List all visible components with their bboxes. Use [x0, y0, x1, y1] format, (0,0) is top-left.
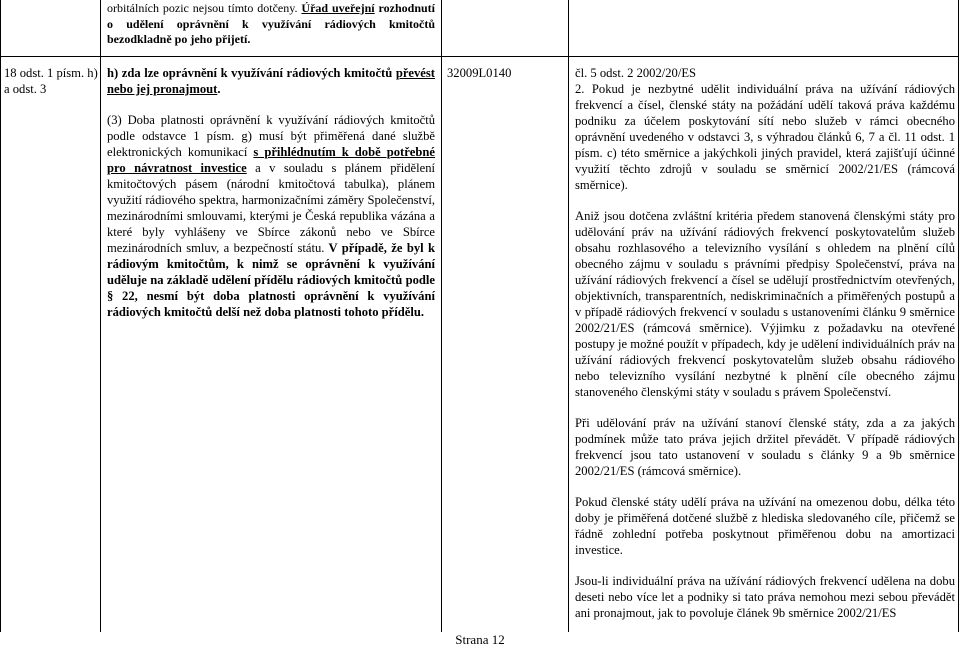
law-reference: 18 odst. 1 písm. h) a odst. 3 [4, 66, 98, 96]
top-row-law-cell [107, 1, 435, 48]
law-text-cell [107, 65, 435, 320]
celex-cell [447, 65, 565, 81]
spacer [575, 558, 955, 573]
spacer [575, 400, 955, 415]
directive-paragraph-3: Při udělování práv na užívání stanoví členské státy, zda a za jakých podmínek může tato práva jejich držitel převádět. V případě rádiových frekvencí jsou tato ustanovení v souladu s články 9 a 9b směrnice 2002/21/ES (rámcová směrnice). [575, 416, 955, 478]
column-divider-1 [100, 0, 101, 632]
column-divider-3 [568, 0, 569, 632]
paragraph-3-underlined: s přihlédnutím k době potřebné pro návratnost investice [107, 145, 435, 175]
table-border-left [0, 0, 1, 632]
paragraph-3 [107, 112, 435, 320]
reference-cell [4, 65, 98, 97]
spacer [575, 193, 955, 208]
column-divider-2 [441, 0, 442, 632]
directive-paragraph-5: Jsou-li individuální práva na užívání rádiových frekvencí udělena na dobu deseti nebo více let a podniky si tato práva nemohou mezi sebou převádět ani pronajmout, jak to povoluje článek 9b směrnice 2002/21/ES [575, 574, 955, 620]
directive-paragraph-1: 2. Pokud je nezbytné udělit individuální práva na užívání rádiových frekvencí a čísel, členské státy na požádání udělí taková práva každému podniku za účelem poskytování sítí nebo služeb v rámci obecného oprávnění uvedeného v odstavci 3, s výhradou článků 6, 7 a čl. 11 odst. 1 písm. c) této směrnice a jakýchkoli jiných pravidel, která zajišťují účinné využití těchto zdrojů v souladu se směrnicí 2002/21/ES (rámcová směrnice). [575, 82, 955, 192]
directive-text-cell [575, 65, 955, 621]
paragraph-3-text: a v souladu s plánem přidělení kmitočtových pásem (národní kmitočtová tabulka), plánem využití rádiového spektra, harmonizačními záměry Společenství, mezinárodními smlouvami, kterými je Česká republika vázána a které byly vyhlášeny ve Sbírce zákonů nebo ve Sbírce mezinárodních smluv, a bezpečností státu. [107, 161, 436, 255]
clause-h-end: . [217, 82, 221, 96]
top-row-paragraph [107, 1, 435, 48]
table-border-right [958, 0, 959, 632]
paragraph-3-intro: (3) Doba platnosti oprávnění k využívání rádiových kmitočtů podle odstavce 1 písm. g) musí být přiměřená dané službě elektronických komunikací [107, 113, 435, 159]
row-divider [0, 56, 959, 57]
directive-reference: čl. 5 odst. 2 2002/20/ES [575, 66, 697, 80]
clause-h-underlined: převést nebo jej pronajmout [107, 66, 435, 96]
top-row-bold-text: rozhodnutí o udělení oprávnění k využívání rádiových kmitočtů bezodkladně po jeho přijetí. [107, 1, 436, 47]
spacer [107, 97, 435, 112]
page-number: Strana 12 [455, 632, 505, 647]
clause-h-text: h) zda lze oprávnění k využívání rádiových kmitočtů [107, 66, 393, 80]
celex-number: 32009L0140 [447, 66, 512, 80]
directive-paragraph-4: Pokud členské státy udělí práva na užívání na omezenou dobu, délka této doby je přiměřená dotčené službě z hlediska sledovaného cíle, přičemž se řádně zohlední potřeba poskytnout přiměřenou dobu na amortizaci investice. [575, 495, 955, 557]
top-row-bold-underlined: Úřad uveřejní [301, 1, 375, 15]
paragraph-3-bold: V případě, že byl k rádiovým kmitočtům, k nimž se oprávnění k využívání uděluje na základě udělení přídělu rádiových kmitočtů podle § 22, nesmí být doba platnosti oprávnění k využívání rádiových kmitočtů delší než doba platnosti tohoto přídělu. [107, 241, 435, 319]
directive-paragraph-2: Aniž jsou dotčena zvláštní kritéria předem stanovená členskými státy pro udělování práv na užívání rádiových frekvencí poskytovatelům služeb obsahu rozhlasového a televizního vysílání s ohledem na plnění cílů obecného zájmu v souladu s právními předpisy Společenství, práva na užívání rádiových frekvencí a čísel se udělují prostřednictvím otevřených, objektivních, transparentních, nediskriminačních a přiměřených postupů a v případě rádiových frekvencí v souladu s ustanoveními článku 9 směrnice 2002/21/ES (rámcová směrnice). Výjimku z požadavku na otevřené postupy je možné použít v případech, kdy je udělení individuálních práv na užívání rádiových frekvencí poskytovatelům služeb obsahu rádiového nebo televizního vysílání nezbytné k plnění cíle obecného zájmu stanoveného členskými státy v souladu s právem Společenství. [575, 209, 955, 399]
top-row-text: orbitálních pozic nejsou tímto dotčeny. [107, 1, 298, 15]
spacer [575, 479, 955, 494]
clause-h [107, 65, 435, 97]
